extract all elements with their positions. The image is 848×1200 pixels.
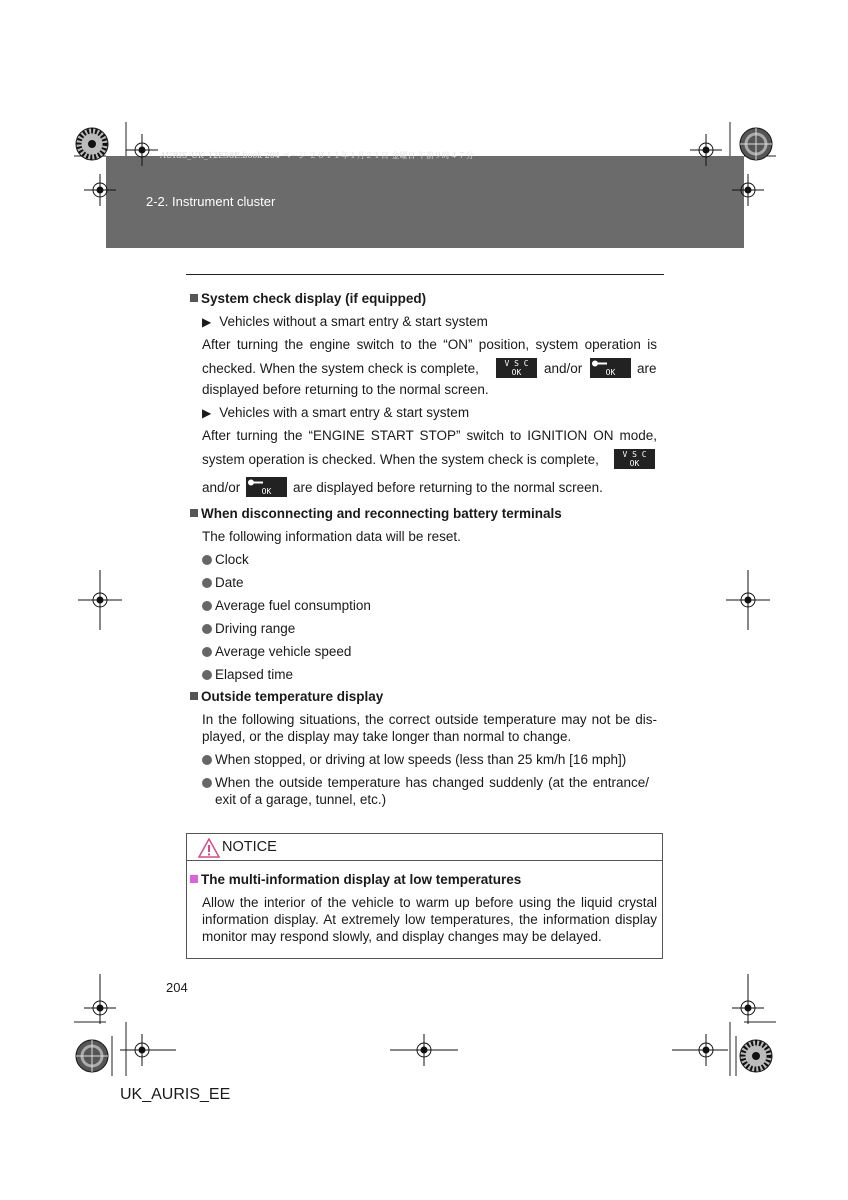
wrench-ok-icon: OK: [590, 358, 631, 378]
paragraph-line: In the following situations, the correct outside temperature may not be dis-: [202, 712, 657, 727]
paragraph-line: and/or: [202, 480, 241, 495]
wrench-ok-icon: OK: [246, 477, 287, 497]
wrench-icon: [590, 359, 610, 368]
bullet-icon: [202, 647, 212, 657]
section-marker-icon: [190, 509, 198, 517]
paragraph-line: played, or the display may take longer than normal to change.: [202, 729, 572, 744]
paragraph-line: checked. When the system check is complete,: [202, 361, 479, 376]
notice-title: NOTICE: [222, 839, 277, 855]
bullet-icon: [202, 778, 212, 788]
triangle-marker-icon: ▶: [202, 406, 212, 420]
list-item: When stopped, or driving at low speeds (less than 25 km/h [16 mph]): [202, 751, 626, 768]
wrench-icon: [246, 478, 266, 487]
section-marker-icon: [190, 294, 198, 302]
paragraph-line: monitor may respond slowly, and display changes may be delayed.: [202, 929, 602, 944]
footer-code: UK_AURIS_EE: [120, 1086, 231, 1103]
subheading-smart-entry: ▶ Vehicles with a smart entry & start system: [202, 405, 470, 420]
paragraph-line: Allow the interior of the vehicle to warm up before using the liquid crystal: [202, 895, 657, 910]
bullet-icon: [202, 578, 212, 588]
notice-separator: [186, 860, 663, 861]
paragraph-line: are: [637, 361, 657, 376]
section-marker-icon: [190, 875, 198, 883]
section-marker-icon: [190, 692, 198, 700]
vsc-ok-icon: V S C OK: [614, 449, 655, 469]
notice-heading: The multi-information display at low temperatures: [190, 871, 521, 888]
paragraph-line: and/or: [544, 361, 583, 376]
file-info: AURIS_UK_12E58E.book 204 ページ ２０１１年１月２１日 金曜日 午前９時４７分: [160, 151, 474, 160]
bullet-icon: [202, 755, 212, 765]
system-check-heading: System check display (if equipped): [190, 290, 426, 307]
section-title: 2-2. Instrument cluster: [146, 194, 276, 209]
list-item: Average vehicle speed: [202, 643, 351, 660]
triangle-marker-icon: ▶: [202, 315, 212, 329]
paragraph-line: displayed before returning to the normal screen.: [202, 382, 489, 397]
bullet-icon: [202, 601, 212, 611]
battery-intro: The following information data will be reset.: [202, 529, 461, 544]
list-item: Driving range: [202, 620, 295, 637]
list-item: Date: [202, 574, 244, 591]
paragraph-line: After turning the “ENGINE START STOP” switch to IGNITION ON mode,: [202, 428, 657, 443]
top-rule: [186, 274, 664, 275]
list-item: Elapsed time: [202, 666, 293, 683]
paragraph-line: exit of a garage, tunnel, etc.): [215, 792, 387, 807]
page-number: 204: [166, 980, 188, 995]
bullet-icon: [202, 555, 212, 565]
warning-triangle-icon: [198, 838, 220, 858]
subheading-no-smart-entry: ▶ Vehicles without a smart entry & start system: [202, 314, 488, 329]
list-item: Clock: [202, 551, 249, 568]
paragraph-line: After turning the engine switch to the “ON” position, system operation is: [202, 337, 657, 352]
battery-heading: When disconnecting and reconnecting battery terminals: [190, 505, 562, 522]
paragraph-line: system operation is checked. When the system check is complete,: [202, 452, 599, 467]
bullet-icon: [202, 624, 212, 634]
bullet-icon: [202, 670, 212, 680]
outside-temp-heading: Outside temperature display: [190, 688, 383, 705]
paragraph-line: are displayed before returning to the normal screen.: [293, 480, 603, 495]
paragraph-line: information display. At extremely low temperatures, the information display: [202, 912, 657, 927]
list-item: When the outside temperature has changed suddenly (at the entrance/: [202, 774, 649, 791]
list-item: Average fuel consumption: [202, 597, 371, 614]
vsc-ok-icon: V S C OK: [496, 358, 537, 378]
